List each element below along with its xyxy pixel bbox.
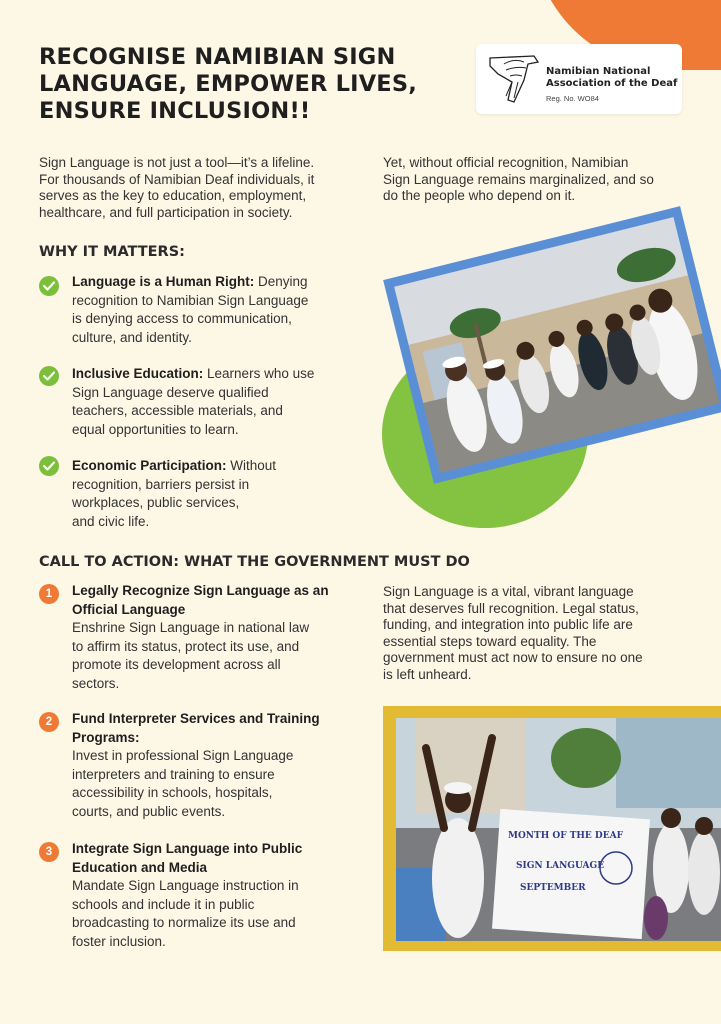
number-badge-1: 1 [39,584,59,604]
number-badge-3: 3 [39,842,59,862]
call-to-action-heading: CALL TO ACTION: WHAT THE GOVERNMENT MUST DO [39,554,470,570]
cta-item-public-education-media: Integrate Sign Language into Public Education and Media Mandate Sign Language instruction in schools and include it in public broadcasting to normalize its use and foster inclusion. [72,841,303,949]
why-item-human-right: Language is a Human Right: Denying recognition to Namibian Sign Language is denying access to communication, culture, and identity. [72,274,309,345]
rally-photo [394,217,720,473]
why-item-inclusive-education: Inclusive Education: Learners who use Sign Language deserve qualified teachers, accessible materials, and equal opportunities to learn. [72,366,315,437]
march-photo [396,718,721,941]
organization-name: Namibian National Association of the Deaf [546,66,678,89]
page-title: RECOGNISE NAMIBIAN SIGN LANGUAGE, EMPOWER LIVES, ENSURE INCLUSION!! [39,44,418,124]
intro-paragraph-right: Yet, without official recognition, Namibian Sign Language remains marginalized, and so do the people who depend on it. [383,155,654,203]
banner-text-line2: SIGN LANGUAGE [516,861,605,871]
banner-text-line3: SEPTEMBER [520,883,586,893]
why-it-matters-heading: WHY IT MATTERS: [39,244,185,260]
intro-paragraph-left: Sign Language is not just a tool—it’s a lifeline. For thousands of Namibian Deaf individuals, it serves as the key to education, employment, healthcare, and full participation in society. [39,155,315,220]
hand-sign-logo-icon [484,52,544,106]
registration-number: Reg. No. WO84 [546,94,599,103]
checkmark-icon [39,456,59,476]
cta-item-legal-recognition: Legally Recognize Sign Language as an Official Language Enshrine Sign Language in national law to affirm its status, protect its use, and promote its development across all sectors. [72,583,329,691]
checkmark-icon [39,366,59,386]
checkmark-icon [39,276,59,296]
why-item-economic-participation: Economic Participation: Without recognition, barriers persist in workplaces, public services, and civic life. [72,458,277,529]
cta-item-interpreter-services: Fund Interpreter Services and Training Programs: Invest in professional Sign Language interpreters and training to ensure accessibility in schools, hospitals, courts, and public events. [72,711,320,819]
rally-photo-frame [383,206,721,484]
march-photo-frame [383,706,721,951]
organization-logo [476,44,682,114]
number-badge-2: 2 [39,712,59,732]
banner-text-line1: MONTH OF THE DEAF [508,831,623,841]
closing-paragraph: Sign Language is a vital, vibrant language that deserves full recognition. Legal status, funding, and integration into public life are essential steps toward equality. The government must act now to ensure no one is left unheard. [383,584,643,682]
